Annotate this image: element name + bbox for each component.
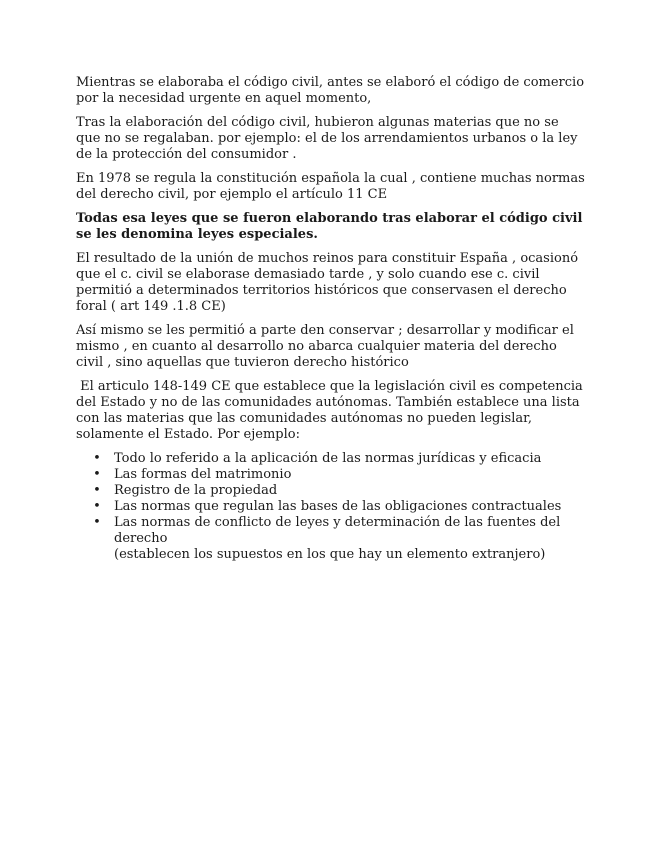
list-item xyxy=(93,467,586,483)
paragraph-2: Tras la elaboración del código civil, hubieron algunas materias que no se que no se regalaban. por ejemplo: el de los arrendamientos urbanos o la ley de la protección del consumidor . xyxy=(76,115,578,162)
list-item-text: Todo lo referido a la aplicación de las normas jurídicas y eficacia xyxy=(114,451,542,466)
paragraph-6: Así mismo se les permitió a parte den conservar ; desarrollar y modificar el mismo , en cuanto al desarrollo no abarca cualquier materia del derecho civil , sino aquellas que tuvieron derecho histórico xyxy=(76,323,574,370)
bullet-icon: • xyxy=(93,451,101,466)
bullet-icon: • xyxy=(93,515,101,530)
paragraph-3: En 1978 se regula la constitución española la cual , contiene muchas normas del derecho civil, por ejemplo el artículo 11 CE xyxy=(76,171,585,202)
list-item-text: Las normas que regulan las bases de las obligaciones contractuales xyxy=(114,499,562,514)
bullet-icon: • xyxy=(93,499,101,514)
bullet-icon: • xyxy=(93,483,101,498)
list-item xyxy=(93,451,586,467)
list-item-text: Las formas del matrimonio xyxy=(114,467,292,482)
paragraph-1: Mientras se elaboraba el código civil, antes se elaboró el código de comercio por la necesidad urgente en aquel momento, xyxy=(76,75,585,106)
paragraph-4-bold: Todas esa leyes que se fueron elaborando tras elaborar el código civil se les denomina leyes especiales. xyxy=(76,211,583,242)
paragraph-5: El resultado de la unión de muchos reinos para constituir España , ocasionó que el c. civil se elaborase demasiado tarde , y solo cuando ese c. civil permitió a determinados territorios históricos que conservasen el derecho foral ( art 149 .1.8 CE) xyxy=(76,251,579,314)
list-item-text: Las normas de conflicto de leyes y determinación de las fuentes del derecho xyxy=(114,515,561,546)
list-item-text: Registro de la propiedad xyxy=(114,483,278,498)
bullet-icon: • xyxy=(93,467,101,482)
list-item-note: (establecen los supuestos en los que hay un elemento extranjero) xyxy=(114,547,546,562)
paragraph-7: El articulo 148-149 CE que establece que la legislación civil es competencia del Estado y no de las comunidades autónomas. También establece una lista con las materias que las comunidades autónomas no pueden legislar, solamente el Estado. Por ejemplo: xyxy=(76,379,587,442)
list-item xyxy=(93,499,586,515)
list-item xyxy=(93,483,586,499)
document-page xyxy=(76,75,586,563)
list-item xyxy=(93,515,586,563)
bullet-list xyxy=(76,451,586,563)
